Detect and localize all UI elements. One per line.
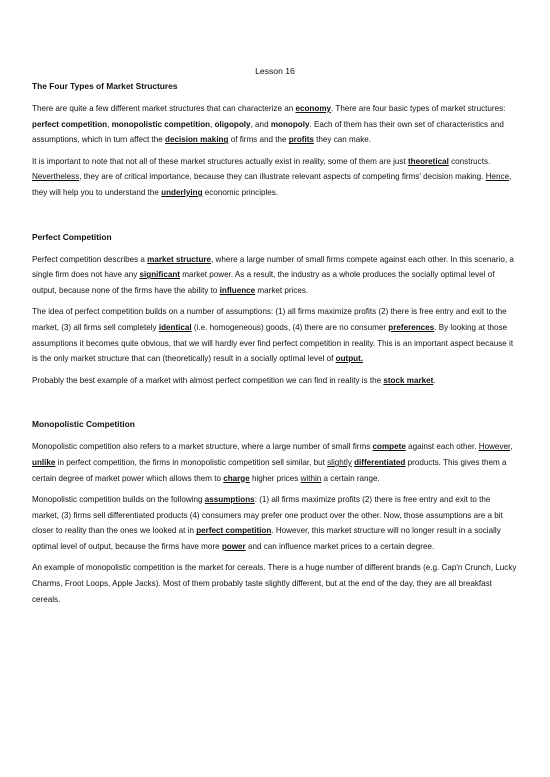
keyword-decision-making: decision making (165, 135, 229, 145)
monopolistic-paragraph-3 (32, 560, 518, 607)
keyword-within: within (300, 473, 322, 483)
text-run: . Each of them has their own set of characteristics and assumptions, which in turn affect the (32, 119, 504, 145)
text-run: constructs. (448, 156, 491, 166)
text-run: against each other. (405, 442, 479, 452)
intro-paragraph-2 (32, 154, 518, 201)
perfect-paragraph-1 (32, 252, 518, 299)
keyword-monopoly: monopoly (270, 119, 310, 129)
keyword-nevertheless: Nevertheless (32, 172, 80, 182)
text-run: , (210, 119, 215, 129)
heading-perfect-competition: Perfect Competition (32, 231, 112, 242)
keyword-unlike: unlike (32, 457, 56, 467)
text-run: , and (250, 119, 271, 129)
keyword-perfect-competition-link: perfect competition (196, 526, 272, 536)
keyword-slightly: slightly (327, 457, 352, 467)
keyword-identical: identical (158, 322, 192, 332)
monopolistic-paragraph-2 (32, 492, 518, 554)
text-run: in perfect competition, the firms in monopolistic competition sell similar, but (55, 457, 328, 467)
keyword-however: However (478, 442, 511, 452)
keyword-theoretical: theoretical (407, 156, 449, 166)
keyword-oligopoly: oligopoly (214, 119, 251, 129)
text-run: economic principles. (202, 187, 279, 197)
perfect-paragraph-3 (32, 373, 518, 389)
text-run: Monopolistic competition also refers to a market structure, where a large number of small firms (32, 442, 373, 452)
text-run: of firms and the (228, 135, 289, 145)
text-run: There are quite a few different market structures that can characterize an (32, 104, 296, 113)
keyword-preferences: preferences (388, 322, 435, 332)
lesson-label: Lesson 16 (255, 66, 295, 76)
keyword-significant: significant (139, 270, 181, 280)
keyword-charge: charge (223, 473, 250, 483)
keyword-influence: influence (219, 285, 256, 295)
text-run: . (433, 375, 436, 385)
keyword-assumptions: assumptions (204, 495, 255, 505)
text-run: market power. As a result, the industry as a whole produces the socially optimal level of output, because none of the firms have the ability to (32, 270, 495, 295)
text-run: (i.e. homogeneous) goods, (4) there are no consumer (191, 322, 389, 332)
keyword-market-structure: market structure (147, 254, 212, 264)
heading-monopolistic-competition: Monopolistic Competition (32, 419, 135, 430)
section-gap (32, 394, 518, 418)
text-run: , where a large number of small firms compete against each other. In this scenario, a single firm does not have any (32, 254, 514, 280)
text-run: market prices. (255, 285, 309, 295)
perfect-paragraph-2 (32, 304, 518, 366)
text-run: Perfect competition describes a (32, 254, 148, 264)
text-run: , they are of critical importance, because they can illustrate relevant aspects of competing firms' decision making. (79, 172, 486, 182)
keyword-monopolistic-competition: monopolistic competition (111, 119, 211, 129)
text-run: Monopolistic competition builds on the following (32, 495, 205, 505)
keyword-hence: Hence (485, 172, 510, 182)
keyword-differentiated: differentiated (354, 457, 406, 467)
intro-paragraph-1 (32, 101, 518, 148)
text-run: Probably the best example of a market with almost perfect competition we can find in reality is the (32, 375, 384, 385)
text-run: , (510, 442, 513, 452)
text-run: The idea of perfect competition builds on a number of assumptions: (1) all firms maximize profits (2) there is free entry and exit to the market, (3) all firms sell completely (32, 307, 507, 332)
text-run: higher prices (249, 473, 301, 483)
text-run: and can influence market prices to a certain degree. (245, 541, 435, 551)
document-title: The Four Types of Market Structures (32, 81, 178, 91)
text-run: It is important to note that not all of these market structures actually exist in reality, some of them are just (32, 156, 408, 166)
text-run: . There are four basic types of market structures: (331, 104, 506, 113)
text-run: . However, this market structure will no longer result in a socially optimal level of output, because the firms have more (32, 526, 501, 551)
text-run: they can make. (313, 135, 372, 145)
text-run: , (107, 119, 112, 129)
keyword-stock-market: stock market (383, 375, 434, 385)
keyword-compete: compete (372, 442, 406, 452)
text-run: : (1) all firms maximize profits (2) there is free entry and exit to the market, (3) firms sell differentiated products (4) consumers may prefer one product over the other. Now, those assumptions are a bit closer to reality than the ones we looked at in (32, 495, 503, 536)
keyword-power: power (221, 541, 246, 551)
monopolistic-paragraph-1 (32, 439, 518, 486)
keyword-underlying: underlying (161, 187, 203, 197)
text-run: products. This gives them a certain degree of market power which allows them to (32, 457, 507, 483)
keyword-economy: economy (295, 104, 332, 113)
text-run: , they will help you to understand the (32, 172, 512, 197)
text-run: An example of monopolistic competition is the market for cereals. There is a huge number of different brands (e.g. Cap'n Crunch, Lucky Charms, Froot Loops, Apple Jacks). Most of them probably taste slightly different, but at the end of the day, they are all breakfast cereals. (32, 563, 517, 604)
keyword-profits: profits (288, 135, 314, 145)
section-gap (32, 207, 518, 231)
keyword-perfect-competition: perfect competition (32, 119, 108, 129)
keyword-output: output. (335, 354, 364, 364)
text-run: a certain range. (321, 473, 380, 483)
text-run: . By looking at those assumptions it becomes quite obvious, that we will hardly ever find perfect competition in reality. This is an important aspect because it is the only market structure that can (theoretically) result in a socially optimal level of (32, 322, 514, 364)
